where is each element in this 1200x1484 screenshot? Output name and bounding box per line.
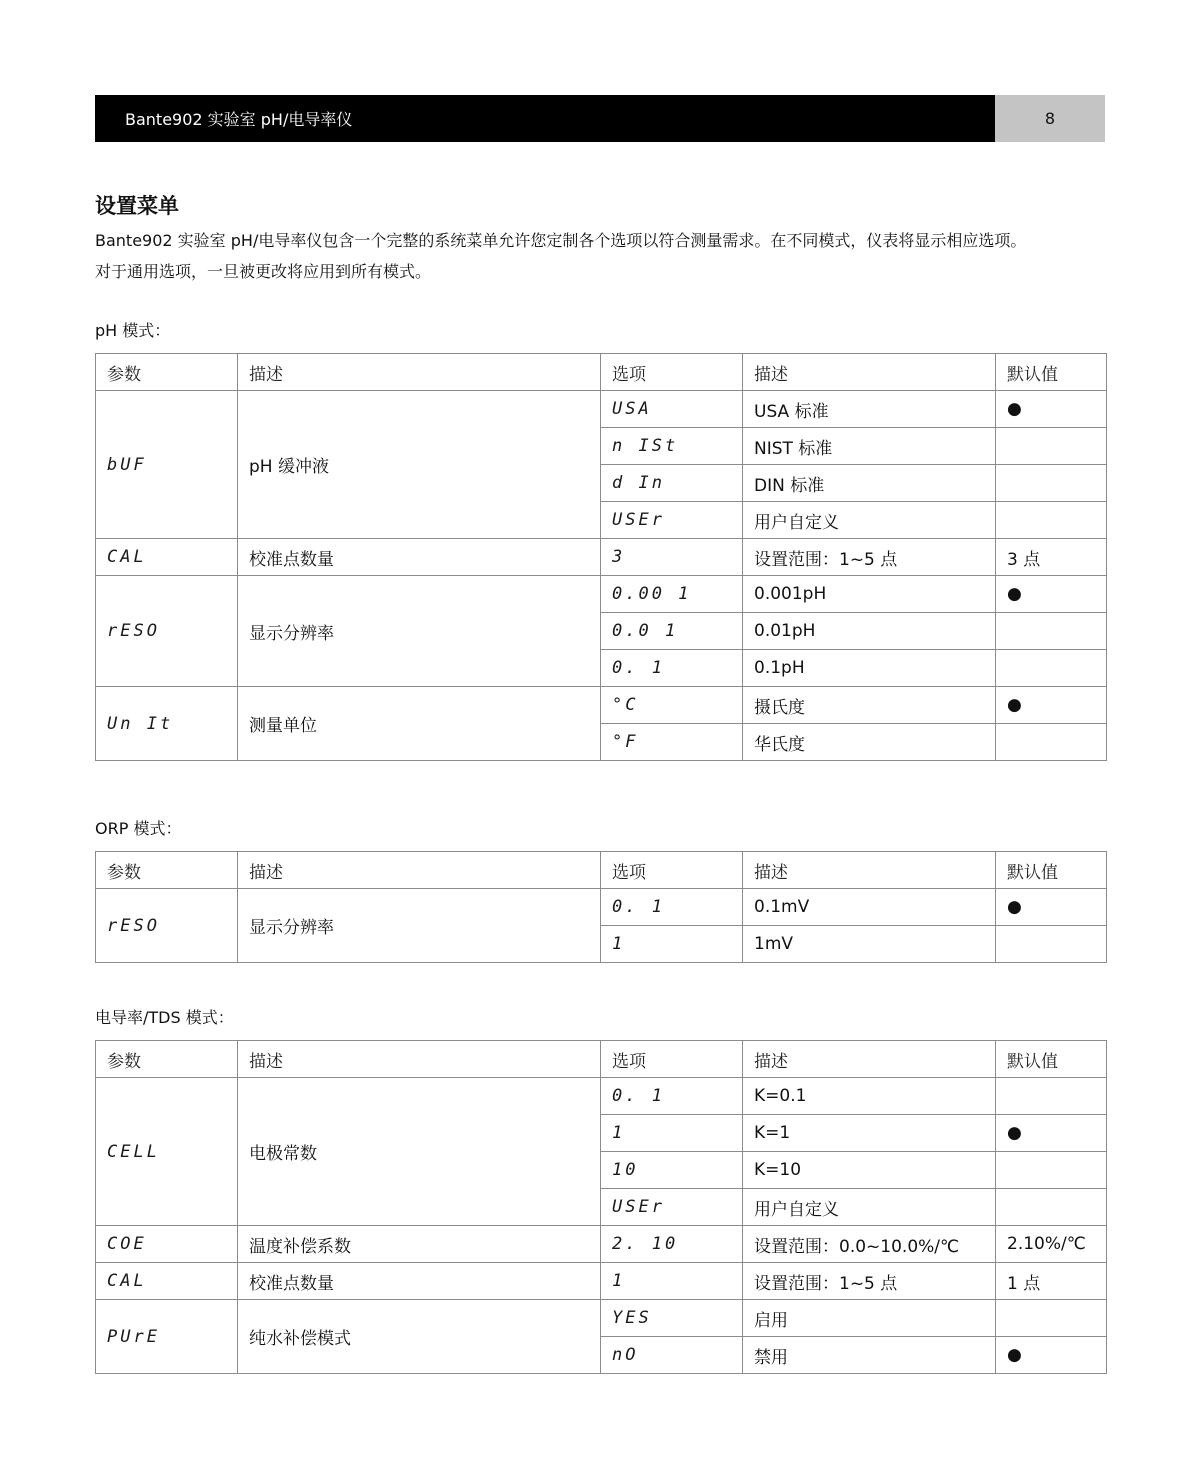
option-code: USA (601, 391, 743, 428)
option-code: °F (601, 724, 743, 761)
table-row (96, 576, 1107, 613)
option-code: USEr (601, 502, 743, 539)
param-description: 校准点数量 (238, 539, 601, 576)
option-description: 0.001pH (743, 576, 996, 613)
param-code: CAL (96, 539, 238, 576)
option-description: 用户自定义 (743, 502, 996, 539)
column-header: 描述 (743, 354, 996, 391)
default-value: 1 点 (996, 1263, 1107, 1300)
column-header: 描述 (238, 354, 601, 391)
default-bullet: ● (996, 1115, 1107, 1152)
param-description: pH 缓冲液 (238, 391, 601, 539)
option-code: USEr (601, 1189, 743, 1226)
default-value (996, 613, 1107, 650)
ph-mode-label: pH 模式： (95, 321, 171, 340)
default-value (996, 650, 1107, 687)
param-code: CELL (96, 1078, 238, 1226)
column-header: 默认值 (996, 1041, 1107, 1078)
param-description: 温度补偿系数 (238, 1226, 601, 1263)
default-bullet: ● (996, 391, 1107, 428)
option-description: NIST 标准 (743, 428, 996, 465)
column-header: 参数 (96, 354, 238, 391)
option-description: 启用 (743, 1300, 996, 1337)
option-code: °C (601, 687, 743, 724)
option-description: K=0.1 (743, 1078, 996, 1115)
table-row (96, 889, 1107, 926)
table-row (96, 391, 1107, 428)
default-bullet: ● (996, 576, 1107, 613)
column-header: 默认值 (996, 354, 1107, 391)
column-header: 选项 (601, 852, 743, 889)
default-value (996, 465, 1107, 502)
section-title: 设置菜单 (95, 194, 179, 218)
param-description: 纯水补偿模式 (238, 1300, 601, 1374)
default-value (996, 724, 1107, 761)
param-description: 显示分辨率 (238, 576, 601, 687)
option-code: 1 (601, 1115, 743, 1152)
default-value (996, 926, 1107, 963)
table-row (96, 1078, 1107, 1115)
cond-mode-label: 电导率/TDS 模式： (95, 1008, 234, 1027)
option-code: nO (601, 1337, 743, 1374)
page-number: 8 (995, 95, 1105, 142)
header-title: Bante902 实验室 pH/电导率仪 (95, 95, 995, 142)
column-header: 参数 (96, 1041, 238, 1078)
column-header: 默认值 (996, 852, 1107, 889)
param-description: 测量单位 (238, 687, 601, 761)
option-code: 1 (601, 1263, 743, 1300)
option-code: d In (601, 465, 743, 502)
orp-mode-table (95, 851, 1107, 963)
option-code: 2. 10 (601, 1226, 743, 1263)
option-code: 0.0 1 (601, 613, 743, 650)
page-header (95, 95, 1105, 142)
option-code: 0.00 1 (601, 576, 743, 613)
option-code: 0. 1 (601, 1078, 743, 1115)
option-description: 华氏度 (743, 724, 996, 761)
option-description: 0.01pH (743, 613, 996, 650)
default-bullet: ● (996, 1337, 1107, 1374)
param-code: Un It (96, 687, 238, 761)
column-header: 选项 (601, 354, 743, 391)
table-header-row (96, 354, 1107, 391)
option-code: 1 (601, 926, 743, 963)
column-header: 选项 (601, 1041, 743, 1078)
option-description: 0.1pH (743, 650, 996, 687)
option-description: 设置范围：1~5 点 (743, 539, 996, 576)
table-row (96, 1226, 1107, 1263)
option-description: 设置范围：0.0~10.0%/℃ (743, 1226, 996, 1263)
option-description: 用户自定义 (743, 1189, 996, 1226)
default-value (996, 502, 1107, 539)
column-header: 描述 (238, 1041, 601, 1078)
table-row (96, 687, 1107, 724)
option-description: 设置范围：1~5 点 (743, 1263, 996, 1300)
default-bullet: ● (996, 889, 1107, 926)
param-description: 显示分辨率 (238, 889, 601, 963)
option-description: 禁用 (743, 1337, 996, 1374)
default-value (996, 1152, 1107, 1189)
param-code: rESO (96, 576, 238, 687)
option-code: 10 (601, 1152, 743, 1189)
option-description: USA 标准 (743, 391, 996, 428)
table-header-row (96, 1041, 1107, 1078)
param-code: CAL (96, 1263, 238, 1300)
default-value (996, 428, 1107, 465)
ph-mode-table (95, 353, 1107, 761)
param-code: PUrE (96, 1300, 238, 1374)
default-value: 3 点 (996, 539, 1107, 576)
default-value (996, 1189, 1107, 1226)
column-header: 参数 (96, 852, 238, 889)
column-header: 描述 (743, 852, 996, 889)
param-code: bUF (96, 391, 238, 539)
default-bullet: ● (996, 687, 1107, 724)
column-header: 描述 (238, 852, 601, 889)
column-header: 描述 (743, 1041, 996, 1078)
option-description: DIN 标准 (743, 465, 996, 502)
option-description: 0.1mV (743, 889, 996, 926)
param-code: COE (96, 1226, 238, 1263)
param-description: 校准点数量 (238, 1263, 601, 1300)
orp-mode-label: ORP 模式： (95, 819, 182, 838)
option-code: 0. 1 (601, 650, 743, 687)
table-row (96, 539, 1107, 576)
param-code: rESO (96, 889, 238, 963)
option-description: 摄氏度 (743, 687, 996, 724)
option-description: K=1 (743, 1115, 996, 1152)
table-row (96, 1263, 1107, 1300)
option-description: 1mV (743, 926, 996, 963)
option-code: 3 (601, 539, 743, 576)
intro-line: 对于通用选项，一旦被更改将应用到所有模式。 (95, 262, 432, 281)
default-value (996, 1078, 1107, 1115)
intro-line: Bante902 实验室 pH/电导率仪包含一个完整的系统菜单允许您定制各个选项以符合测量需求。在不同模式，仪表将显示相应选项。 (95, 231, 1027, 250)
option-code: 0. 1 (601, 889, 743, 926)
intro-paragraph (95, 225, 1115, 287)
option-code: YES (601, 1300, 743, 1337)
option-code: n ISt (601, 428, 743, 465)
option-description: K=10 (743, 1152, 996, 1189)
param-description: 电极常数 (238, 1078, 601, 1226)
default-value: 2.10%/℃ (996, 1226, 1107, 1263)
default-value (996, 1300, 1107, 1337)
cond-mode-table (95, 1040, 1107, 1374)
table-row (96, 1300, 1107, 1337)
table-header-row (96, 852, 1107, 889)
